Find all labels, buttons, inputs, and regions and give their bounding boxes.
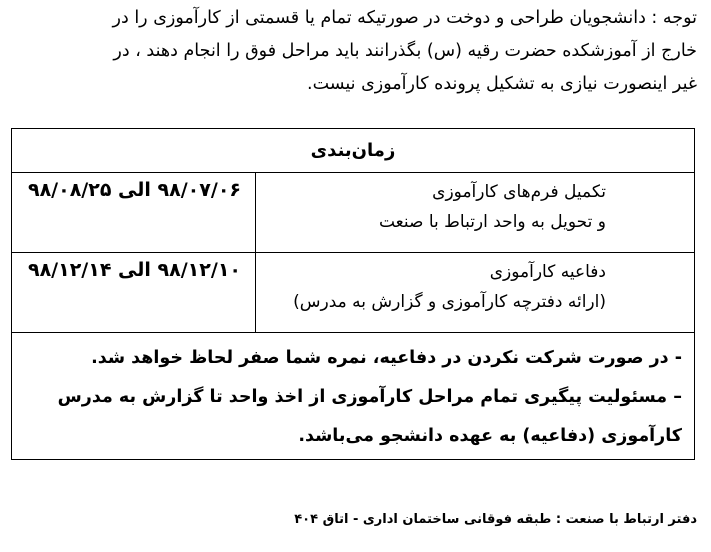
rule-line: – مسئولیت پیگیری تمام مراحل کارآموزی از اخذ واحد تا گزارش به مدرس — [57, 387, 682, 407]
note-line: غیر اینصورت نیازی به تشکیل پرونده کارآموزی نیست. — [307, 74, 697, 94]
date-range: ۹۸/۰۷/۰۶ الی ۹۸/۰۸/۲۵ — [27, 179, 242, 201]
table-row — [12, 173, 694, 253]
task-title: دفاعیه کارآموزی — [489, 262, 606, 282]
task-cell — [255, 253, 694, 332]
rule-line: - در صورت شرکت نکردن در دفاعیه، نمره شما صفر لحاظ خواهد شد. — [91, 348, 682, 368]
date-range: ۹۸/۱۲/۱۰ الی ۹۸/۱۲/۱۴ — [27, 259, 242, 281]
schedule-title: زمان‌بندی — [310, 140, 396, 161]
note-paragraph — [13, 2, 697, 101]
rules-section — [12, 333, 694, 456]
schedule-table — [11, 128, 695, 460]
task-title: تکمیل فرم‌های کارآموزی — [432, 182, 606, 202]
note-line: توجه : دانشجویان طراحی و دوخت در صورتیکه تمام یا قسمتی از کارآموزی را در — [112, 8, 697, 28]
footer-office-address: دفتر ارتباط با صنعت : طبقه فوقانی ساختمان اداری - اتاق ۴۰۴ — [294, 512, 697, 527]
schedule-title-row — [12, 129, 694, 173]
note-line: خارج از آموزشکده حضرت رقیه (س) بگذرانند باید مراحل فوق را انجام دهند ، در — [113, 41, 697, 61]
rule-line: کارآموزی (دفاعیه) به عهده دانشجو می‌باشد. — [298, 426, 682, 446]
task-cell — [255, 173, 694, 252]
task-detail: (ارائه دفترچه کارآموزی و گزارش به مدرس) — [293, 292, 606, 312]
task-detail: و تحویل به واحد ارتباط با صنعت — [378, 212, 606, 232]
table-row — [12, 253, 694, 333]
